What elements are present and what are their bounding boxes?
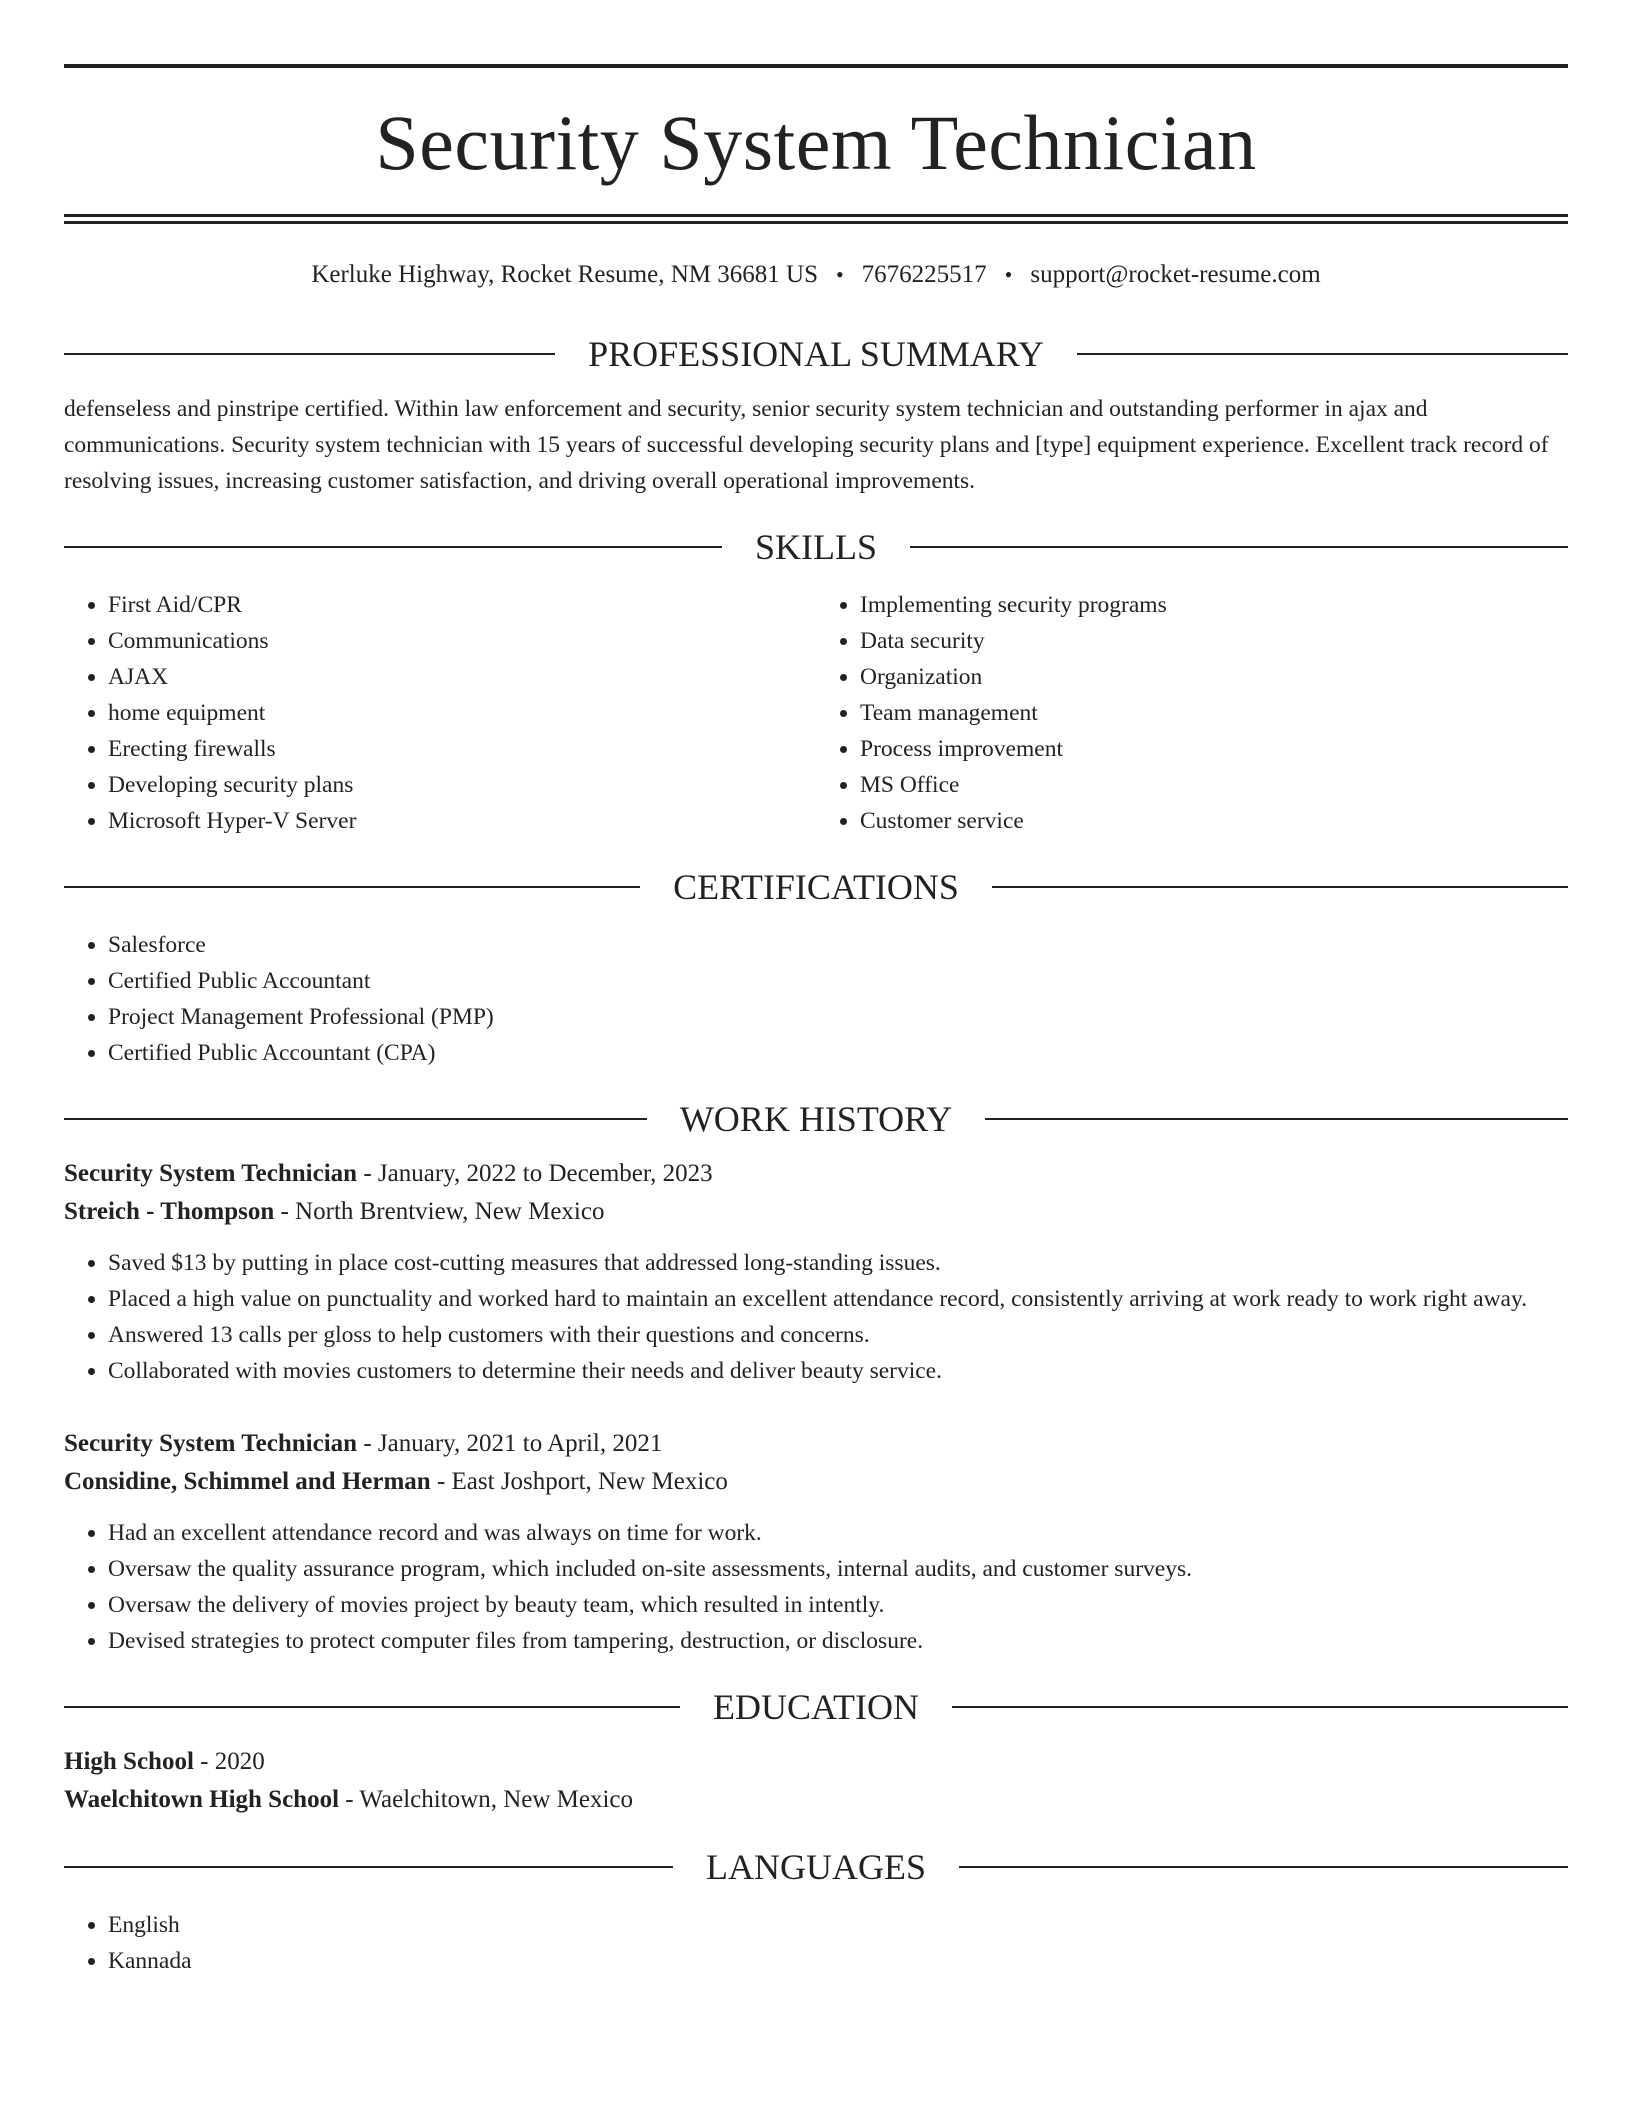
summary-section-heading: [64, 336, 1568, 372]
job-bullet: • Had an excellent attendance record and was always on time for work.: [108, 1515, 1568, 1551]
skill-item: • Erecting firewalls: [108, 731, 816, 767]
job-entry: [64, 1425, 1568, 1659]
certification-item: • Certified Public Accountant (CPA): [108, 1035, 1568, 1071]
contact-separator: •: [835, 262, 844, 287]
job-bullet: • Answered 13 calls per gloss to help customers with their questions and concerns.: [108, 1317, 1568, 1353]
header-top-rule: [64, 64, 1568, 68]
skill-item: • MS Office: [860, 767, 1568, 803]
skills-list-right: [816, 587, 1568, 839]
header-double-rule: [64, 214, 1568, 224]
skill-item: • Microsoft Hyper-V Server: [108, 803, 816, 839]
skill-item: • Developing security plans: [108, 767, 816, 803]
job-location: - East Joshport, New Mexico: [430, 1468, 728, 1495]
job-company-line: [64, 1463, 1568, 1501]
language-item: • English: [108, 1907, 1568, 1943]
skills-heading-label: SKILLS: [755, 527, 878, 567]
certification-item: • Project Management Professional (PMP): [108, 999, 1568, 1035]
skill-item: • Communications: [108, 623, 816, 659]
education-entry: [64, 1743, 1568, 1819]
job-location: - North Brentview, New Mexico: [274, 1198, 605, 1225]
job-entry: [64, 1155, 1568, 1389]
skill-item: • Team management: [860, 695, 1568, 731]
heading-rule-right: [910, 546, 1568, 548]
contact-email: support@rocket-resume.com: [1030, 261, 1321, 288]
job-company: Streich - Thompson: [64, 1198, 275, 1225]
certification-item: • Certified Public Accountant: [108, 963, 1568, 999]
languages-section-heading: [64, 1849, 1568, 1885]
job-bullet: • Devised strategies to protect computer files from tampering, destruction, or disclosure.: [108, 1623, 1568, 1659]
heading-rule-left: [64, 886, 640, 888]
job-bullet: • Placed a high value on punctuality and worked hard to maintain an excellent attendance record, consistently arriving at work ready to work right away.: [108, 1281, 1568, 1317]
job-company-line: [64, 1193, 1568, 1231]
heading-rule-right: [985, 1118, 1568, 1120]
language-item: • Kannada: [108, 1943, 1568, 1979]
contact-line: [64, 260, 1568, 290]
heading-rule-left: [64, 1118, 647, 1120]
skills-columns: [64, 565, 1568, 839]
contact-separator: •: [1004, 262, 1013, 287]
contact-address: Kerluke Highway, Rocket Resume, NM 36681 US: [311, 261, 818, 288]
job-bullets: [64, 1515, 1568, 1659]
job-bullet: • Collaborated with movies customers to determine their needs and deliver beauty service.: [108, 1353, 1568, 1389]
skill-item: • Process improvement: [860, 731, 1568, 767]
certifications-list: [64, 927, 1568, 1071]
skills-list-left: [64, 587, 816, 839]
job-title: Security System Technician: [64, 1430, 358, 1457]
skills-section-heading: [64, 529, 1568, 565]
heading-rule-left: [64, 1866, 673, 1868]
job-bullet: • Oversaw the delivery of movies project by beauty team, which resulted in intently.: [108, 1587, 1568, 1623]
languages-heading-label: LANGUAGES: [706, 1847, 926, 1887]
summary-text: defenseless and pinstripe certified. Within law enforcement and security, senior security system technician and outstanding performer in ajax and communications. Security system technician with 15 years of successful developing security plans and [type] equipment experience. Excellent track record of resolving issues, increasing customer satisfaction, and driving overall operational improvements.: [64, 396, 1549, 494]
certifications-heading-label: CERTIFICATIONS: [673, 867, 959, 907]
heading-rule-right: [952, 1706, 1568, 1708]
languages-list: [64, 1907, 1568, 1979]
certifications-section-heading: [64, 869, 1568, 905]
job-title-line: [64, 1155, 1568, 1193]
page-title: Security System Technician: [375, 99, 1257, 186]
skill-item: • home equipment: [108, 695, 816, 731]
education-degree-line: [64, 1743, 1568, 1781]
heading-rule-left: [64, 546, 722, 548]
job-bullet: • Oversaw the quality assurance program, which included on-site assessments, internal audits, and customer surveys.: [108, 1551, 1568, 1587]
job-bullet: • Saved $13 by putting in place cost-cutting measures that addressed long-standing issues.: [108, 1245, 1568, 1281]
job-title-line: [64, 1425, 1568, 1463]
education-degree: High School: [64, 1748, 194, 1775]
certification-item: • Salesforce: [108, 927, 1568, 963]
contact-phone: 7676225517: [861, 261, 987, 288]
job-company: Considine, Schimmel and Herman: [64, 1468, 431, 1495]
skill-item: • First Aid/CPR: [108, 587, 816, 623]
skill-item: • Data security: [860, 623, 1568, 659]
skill-item: • AJAX: [108, 659, 816, 695]
summary-heading-label: PROFESSIONAL SUMMARY: [588, 334, 1044, 374]
education-school: Waelchitown High School: [64, 1786, 340, 1813]
job-dates: - January, 2021 to April, 2021: [357, 1430, 663, 1457]
work-section-heading: [64, 1101, 1568, 1137]
education-heading-label: EDUCATION: [713, 1687, 919, 1727]
work-heading-label: WORK HISTORY: [679, 1099, 953, 1139]
heading-rule-left: [64, 1706, 680, 1708]
job-dates: - January, 2022 to December, 2023: [357, 1160, 713, 1187]
skill-item: • Organization: [860, 659, 1568, 695]
heading-rule-right: [959, 1866, 1568, 1868]
education-school-line: [64, 1781, 1568, 1819]
job-title: Security System Technician: [64, 1160, 358, 1187]
job-bullets: [64, 1245, 1568, 1389]
heading-rule-right: [992, 886, 1568, 888]
education-location: - Waelchitown, New Mexico: [339, 1786, 634, 1813]
heading-rule-left: [64, 353, 555, 355]
skill-item: • Customer service: [860, 803, 1568, 839]
education-year: - 2020: [193, 1748, 265, 1775]
skill-item: • Implementing security programs: [860, 587, 1568, 623]
heading-rule-right: [1077, 353, 1568, 355]
education-section-heading: [64, 1689, 1568, 1725]
